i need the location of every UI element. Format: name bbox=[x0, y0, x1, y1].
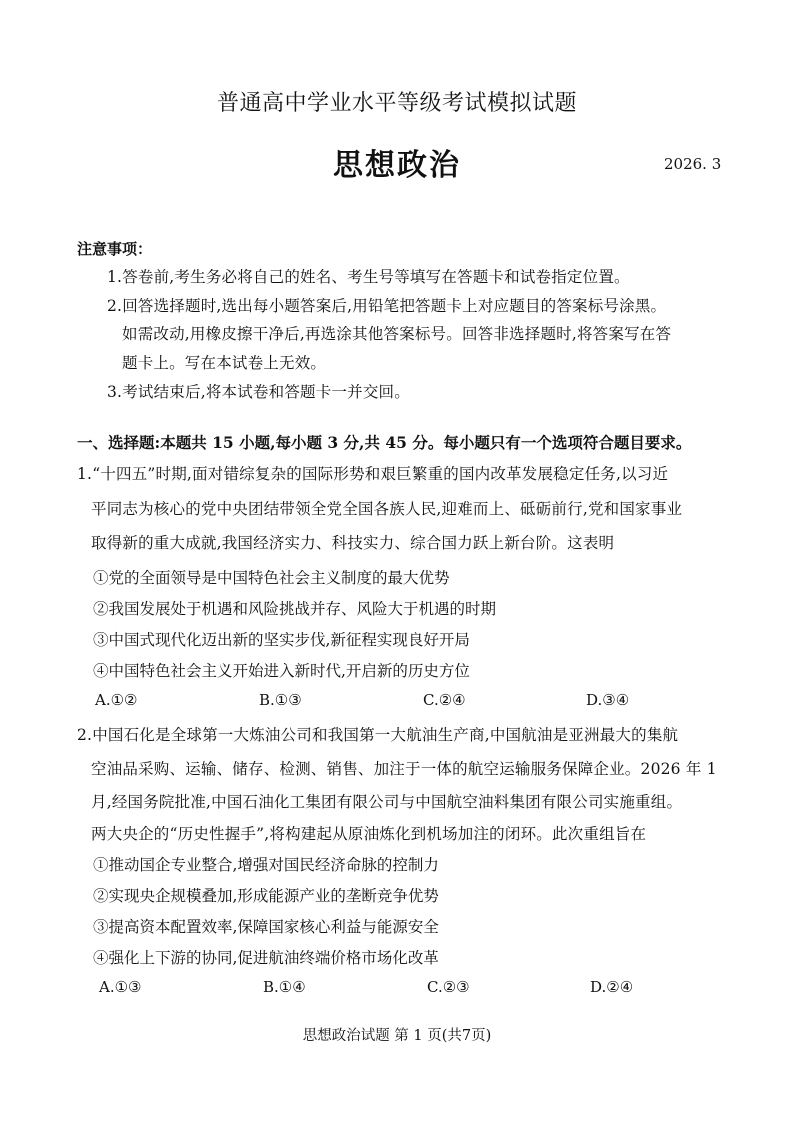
q1-statement: ③中国式现代化迈出新的坚实步伐,新征程实现良好开局 bbox=[93, 631, 470, 649]
q1-statement: ②我国发展处于机遇和风险挑战并存、风险大于机遇的时期 bbox=[93, 600, 497, 618]
q2-statement: ①推动国企专业整合,增强对国民经济命脉的控制力 bbox=[93, 856, 439, 874]
q1-choice-b: B.①③ bbox=[259, 691, 302, 709]
q2-statement: ④强化上下游的协同,促进航油终端价格市场化改革 bbox=[93, 949, 439, 967]
q1-stem-line: 取得新的重大成就,我国经济实力、科技实力、综合国力跃上新台阶。这表明 bbox=[91, 534, 615, 552]
q1-stem-line: 1.“十四五”时期,面对错综复杂的国际形势和艰巨繁重的国内改革发展稳定任务,以习近 bbox=[77, 465, 669, 483]
exam-title: 普通高中学业水平等级考试模拟试题 bbox=[216, 91, 577, 116]
notice-heading: 注意事项： bbox=[77, 240, 153, 258]
q1-choice-c: C.②④ bbox=[423, 691, 466, 709]
notice-item: 2.回答选择题时,选出每小题答案后,用铅笔把答题卡上对应题目的答案标号涂黑。 bbox=[107, 297, 667, 315]
q2-choice-b: B.①④ bbox=[263, 978, 306, 996]
q2-choice-d: D.②④ bbox=[590, 978, 634, 996]
notice-item: 题卡上。写在本试卷上无效。 bbox=[122, 354, 327, 372]
q2-choice-a: A.①③ bbox=[99, 978, 142, 996]
exam-date: 2026. 3 bbox=[664, 155, 722, 173]
section-heading: 一、选择题:本题共 15 小题,每小题 3 分,共 45 分。每小题只有一个选项符合题目要求。 bbox=[77, 433, 692, 452]
notice-item: 1.答卷前,考生务必将自己的姓名、考生号等填写在答题卡和试卷指定位置。 bbox=[107, 268, 630, 286]
notice-item: 3.考试结束后,将本试卷和答题卡一并交回。 bbox=[107, 383, 410, 401]
q2-stem-line: 空油品采购、运输、储存、检测、销售、加注于一体的航空运输服务保障企业。2026 年 1 bbox=[91, 760, 717, 778]
page-footer: 思想政治试题 第 1 页(共7页) bbox=[302, 1028, 492, 1044]
q1-choice-a: A.①② bbox=[95, 691, 138, 709]
notice-item: 如需改动,用橡皮擦干净后,再选涂其他答案标号。回答非选择题时,将答案写在答 bbox=[122, 325, 672, 343]
q1-stem-line: 平同志为核心的党中央团结带领全党全国各族人民,迎难而上、砥砺前行,党和国家事业 bbox=[91, 500, 683, 518]
q2-statement: ③提高资本配置效率,保障国家核心利益与能源安全 bbox=[93, 918, 439, 936]
q2-stem-line: 月,经国务院批准,中国石油化工集团有限公司与中国航空油料集团有限公司实施重组。 bbox=[91, 793, 683, 811]
q2-statement: ②实现央企规模叠加,形成能源产业的垄断竞争优势 bbox=[93, 887, 439, 905]
q2-stem-line: 两大央企的“历史性握手”,将构建起从原油炼化到机场加注的闭环。此次重组旨在 bbox=[91, 825, 647, 843]
q1-choice-d: D.③④ bbox=[586, 691, 630, 709]
q1-statement: ④中国特色社会主义开始进入新时代,开启新的历史方位 bbox=[93, 662, 470, 680]
q2-stem-line: 2.中国石化是全球第一大炼油公司和我国第一大航油生产商,中国航油是亚洲最大的集航 bbox=[77, 726, 679, 744]
q2-choice-c: C.②③ bbox=[427, 978, 470, 996]
q1-statement: ①党的全面领导是中国特色社会主义制度的最大优势 bbox=[93, 569, 450, 587]
subject-title: 思想政治 bbox=[333, 148, 461, 183]
